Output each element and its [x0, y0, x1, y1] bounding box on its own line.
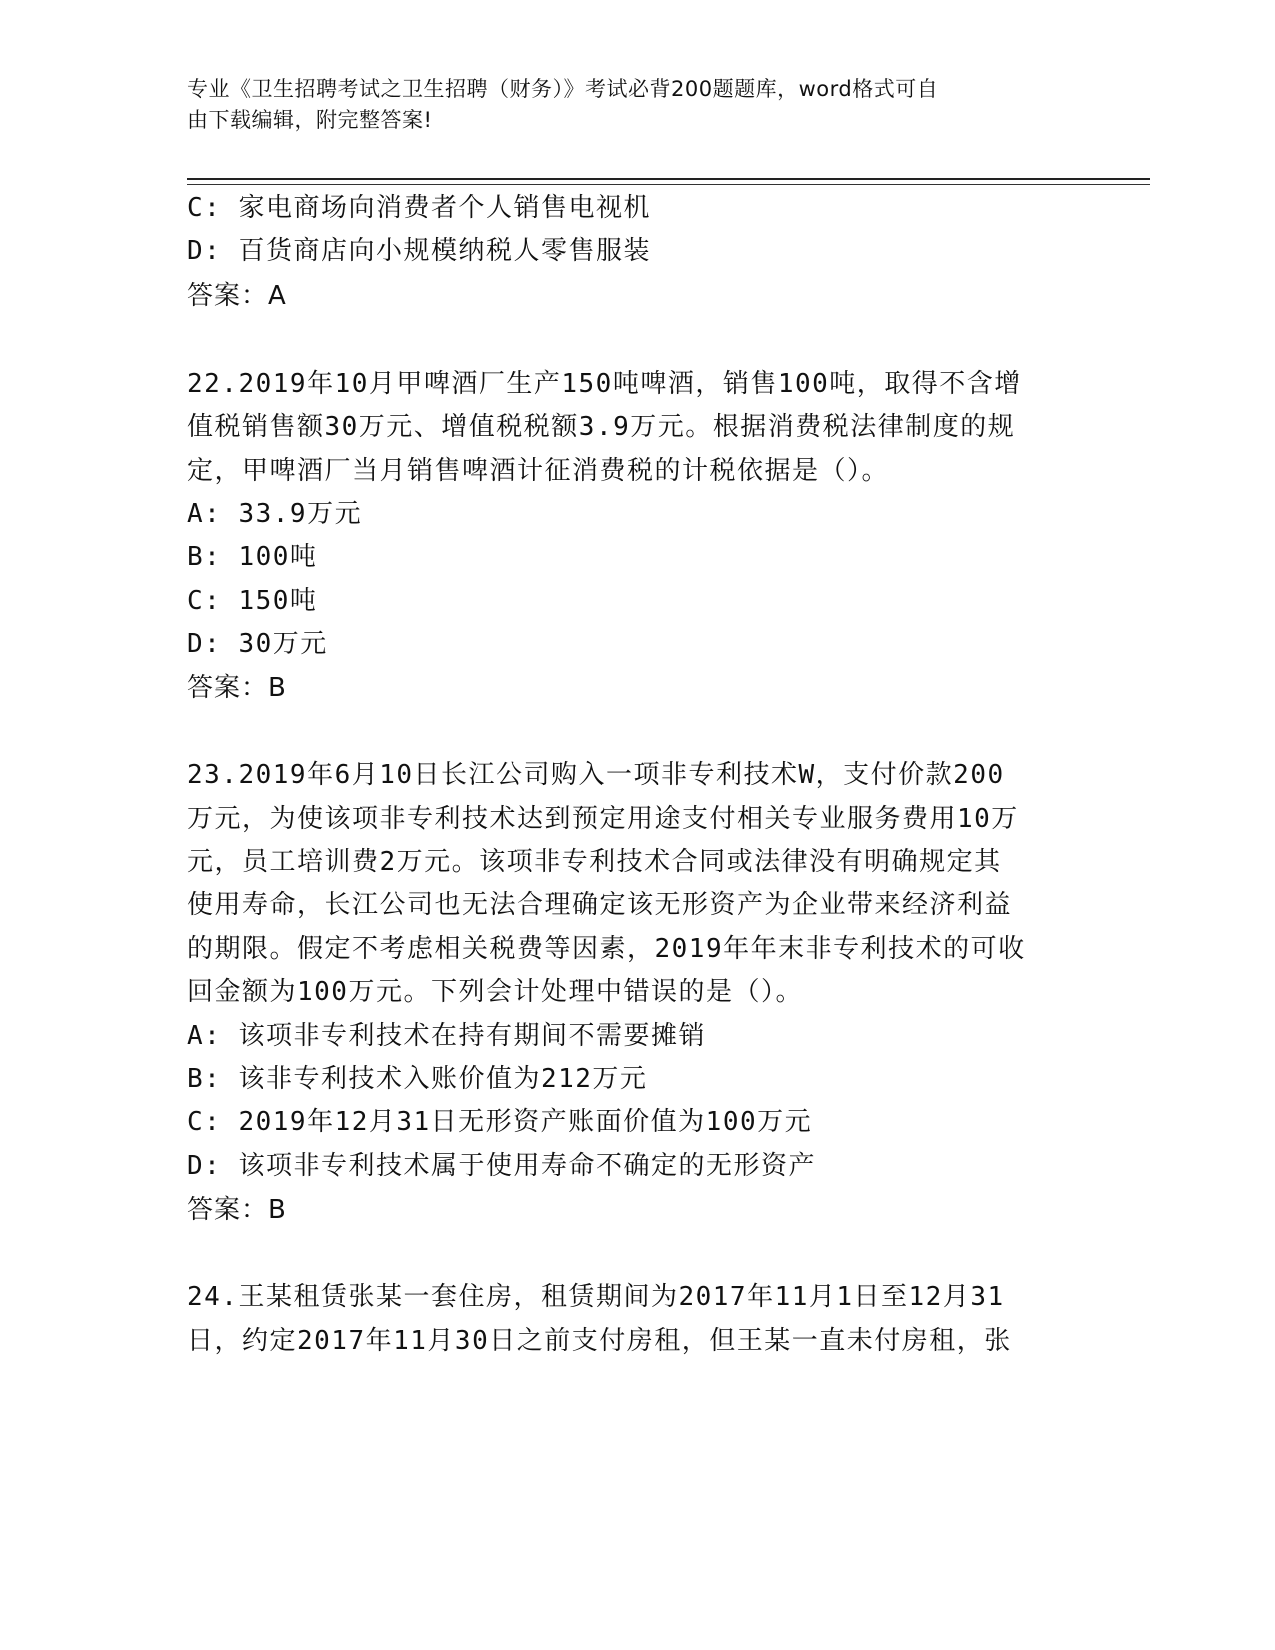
q22-option-a: A: 33.9万元 — [187, 499, 363, 529]
header-line-2: 由下载编辑，附完整答案! — [187, 108, 433, 132]
q22-option-d: D: 30万元 — [187, 629, 328, 659]
q21-option-c: C: 家电商场向消费者个人销售电视机 — [187, 193, 651, 223]
q22-stem-line-2: 值税销售额30万元、增值税税额3.9万元。根据消费税法律制度的规 — [187, 412, 1016, 442]
document-header — [187, 74, 1057, 136]
q24-stem-line-1: 24.王某租赁张某一套住房，租赁期间为2017年11月1日至12月31 — [187, 1282, 1005, 1312]
q23-option-b: B: 该非专利技术入账价值为212万元 — [187, 1064, 648, 1094]
q24-stem-line-2: 日，约定2017年11月30日之前支付房租，但王某一直未付房租，张 — [187, 1326, 1012, 1356]
q21-answer: 答案：A — [187, 281, 287, 311]
q23-answer: 答案：B — [187, 1195, 287, 1225]
q23-option-a: A: 该项非专利技术在持有期间不需要摊销 — [187, 1021, 706, 1051]
q23-stem-line-4: 使用寿命，长江公司也无法合理确定该无形资产为企业带来经济利益 — [187, 890, 1013, 920]
q23-stem-line-3: 元，员工培训费2万元。该项非专利技术合同或法律没有明确规定其 — [187, 847, 1002, 877]
q23-option-c: C: 2019年12月31日无形资产账面价值为100万元 — [187, 1107, 813, 1137]
q23-stem-line-5: 的期限。假定不考虑相关税费等因素，2019年年末非专利技术的可收 — [187, 934, 1026, 964]
q22-answer: 答案：B — [187, 673, 287, 703]
header-divider-thick — [187, 178, 1150, 180]
q23-option-d: D: 该项非专利技术属于使用寿命不确定的无形资产 — [187, 1151, 816, 1181]
q23-stem-line-2: 万元，为使该项非专利技术达到预定用途支付相关专业服务费用10万 — [187, 804, 1019, 834]
q22-stem-line-3: 定，甲啤酒厂当月销售啤酒计征消费税的计税依据是（）。 — [187, 456, 890, 486]
q22-option-b: B: 100吨 — [187, 542, 318, 572]
q23-stem-line-6: 回金额为100万元。下列会计处理中错误的是（）。 — [187, 977, 803, 1007]
q21-option-d: D: 百货商店向小规模纳税人零售服装 — [187, 236, 651, 266]
header-divider-thin — [187, 184, 1150, 185]
q22-option-c: C: 150吨 — [187, 586, 318, 616]
q23-stem-line-1: 23.2019年6月10日长江公司购入一项非专利技术W，支付价款200 — [187, 760, 1005, 790]
q22-stem-line-1: 22.2019年10月甲啤酒厂生产150吨啤酒，销售100吨，取得不含增 — [187, 369, 1022, 399]
header-line-1: 专业《卫生招聘考试之卫生招聘（财务）》考试必背200题题库，word格式可自 — [187, 77, 939, 101]
